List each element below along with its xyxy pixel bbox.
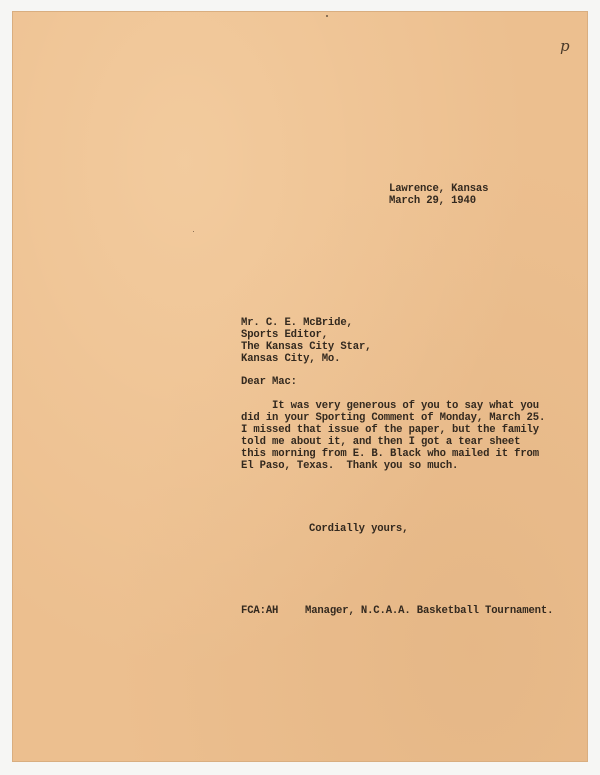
dateline-date: March 29, 1940 (389, 195, 476, 207)
body-line: did in your Sporting Comment of Monday, March 25. (241, 412, 546, 424)
recipient-city: Kansas City, Mo. (241, 353, 341, 365)
paper-speck (326, 15, 328, 17)
recipient-title: Sports Editor, (241, 329, 328, 341)
recipient-organization: The Kansas City Star, (241, 341, 372, 353)
signature-title: Manager, N.C.A.A. Basketball Tournament. (305, 605, 554, 617)
letter-paper (12, 11, 588, 762)
paper-speck (193, 231, 194, 232)
recipient-name: Mr. C. E. McBride, (241, 317, 353, 329)
body-line: El Paso, Texas. Thank you so much. (241, 460, 459, 472)
dateline-place: Lawrence, Kansas (389, 183, 489, 195)
closing: Cordially yours, (309, 523, 409, 535)
salutation: Dear Mac: (241, 376, 297, 388)
body-line: told me about it, and then I got a tear sheet (241, 436, 521, 448)
body-line: this morning from E. B. Black who mailed it from (241, 448, 539, 460)
body-line: I missed that issue of the paper, but the family (241, 424, 539, 436)
body-line: It was very generous of you to say what you (241, 400, 539, 412)
corner-mark: p (560, 37, 570, 55)
typist-initials: FCA:AH (241, 605, 279, 617)
